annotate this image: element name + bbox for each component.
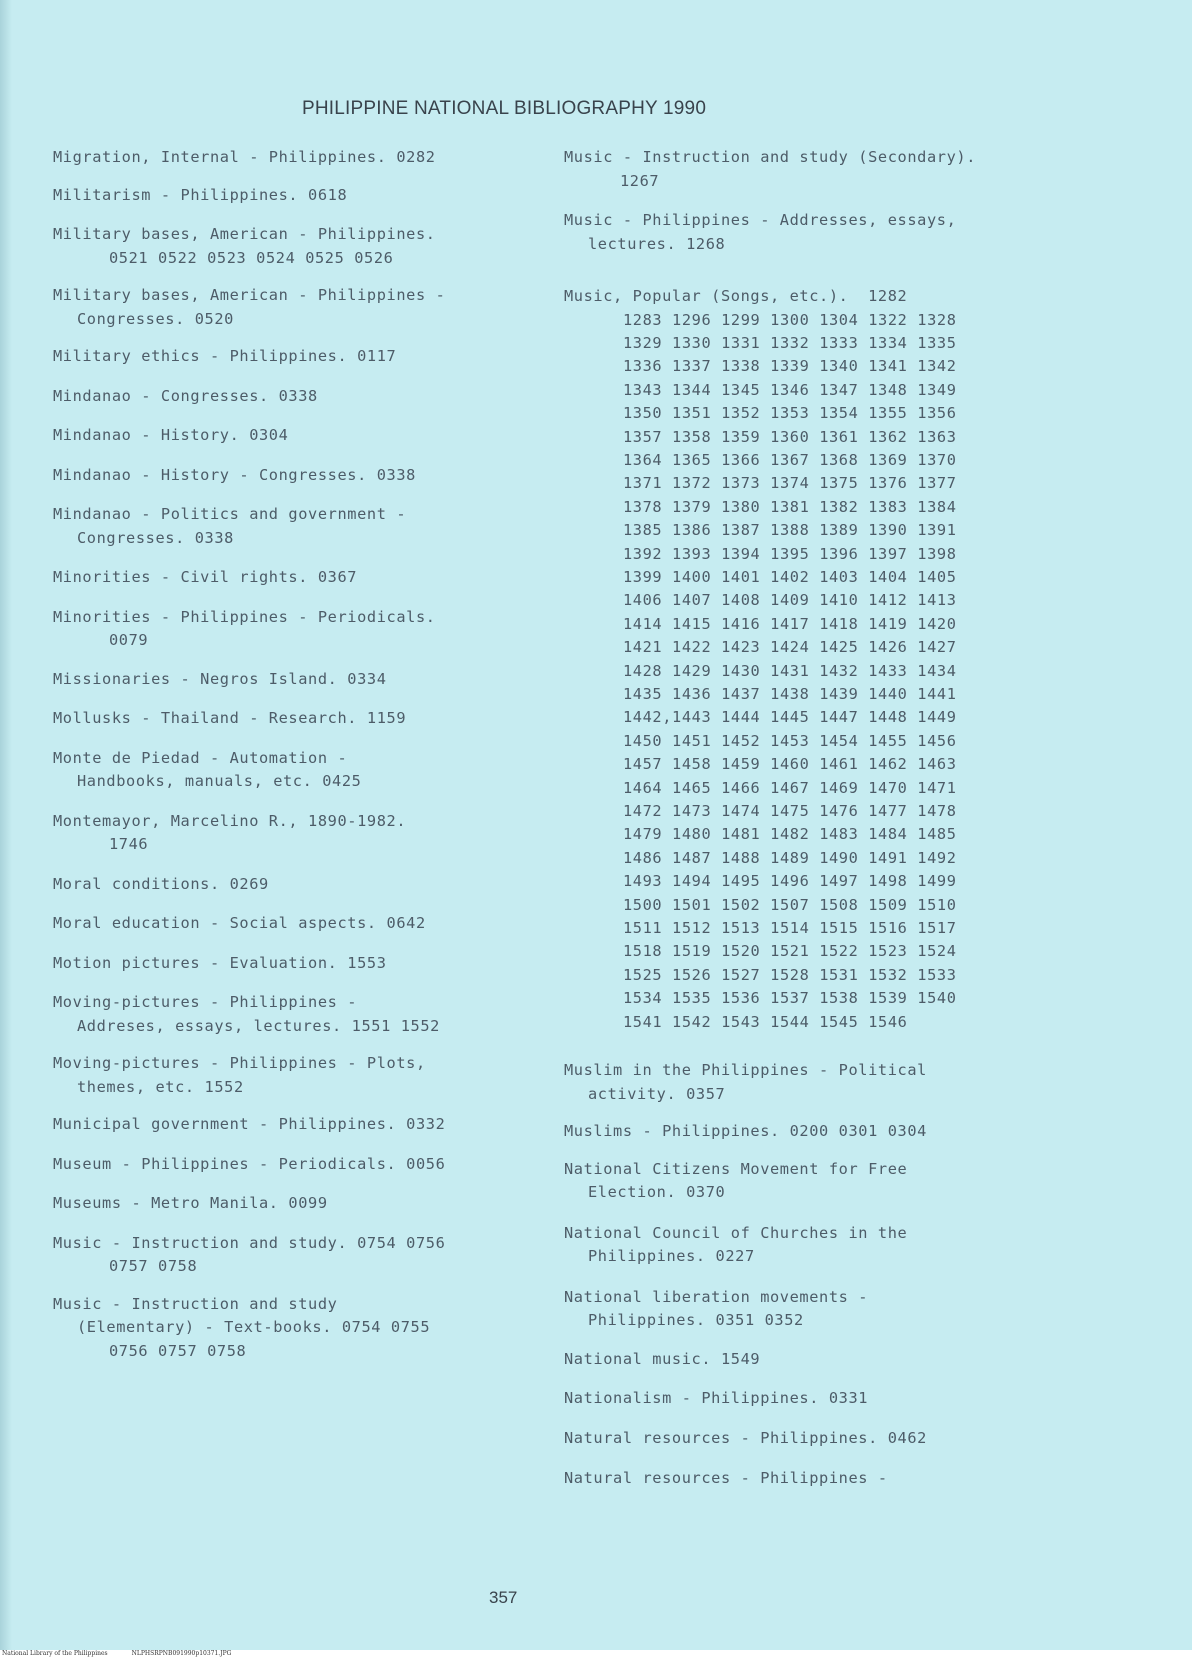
entry-continuation-line: lectures. 1268 xyxy=(588,234,726,253)
entry-heading-line: Mindanao - History - Congresses. 0338 xyxy=(53,465,416,484)
popular-music-heading: Music, Popular (Songs, etc.). 1282 xyxy=(564,287,908,305)
entry-heading-line: Mindanao - Politics and government - xyxy=(53,505,407,523)
entry-heading-line: Museum - Philippines - Periodicals. 0056 xyxy=(53,1154,446,1173)
number-row: 1371 1372 1373 1374 1375 1376 1377 xyxy=(623,474,957,493)
index-entry xyxy=(53,1113,553,1137)
entry-continuation-line: Handbooks, manuals, etc. 0425 xyxy=(77,772,362,790)
entry-heading-line: National liberation movements - xyxy=(564,1287,869,1306)
number-row: 1479 1480 1481 1482 1483 1484 1485 xyxy=(623,825,957,844)
entry-heading-line: Minorities - Civil rights. 0367 xyxy=(53,568,358,586)
index-entry xyxy=(53,810,553,857)
index-entry xyxy=(53,464,553,488)
number-row: 1283 1296 1299 1300 1304 1322 1328 xyxy=(623,310,957,329)
index-entry xyxy=(53,1293,553,1364)
entry-heading-line: Nationalism - Philippines. 0331 xyxy=(564,1389,869,1408)
number-row: 1511 1512 1513 1514 1515 1516 1517 xyxy=(623,919,957,938)
popular-music-numbers xyxy=(564,309,1064,1035)
entry-heading-line: Music - Instruction and study (Secondary). xyxy=(564,148,976,166)
index-entry xyxy=(53,284,553,331)
index-entry xyxy=(53,707,553,731)
index-entry xyxy=(564,1158,1064,1205)
index-entry xyxy=(53,424,553,448)
index-entry xyxy=(53,747,553,794)
entry-heading-line: Muslim in the Philippines - Political xyxy=(564,1061,927,1080)
number-row: 1472 1473 1474 1475 1476 1477 1478 xyxy=(623,802,957,821)
entry-heading-line: Music - Instruction and study. 0754 0756 xyxy=(53,1233,446,1252)
entry-continuation-line: Philippines. 0227 xyxy=(588,1247,755,1266)
index-entry xyxy=(53,503,553,550)
number-row: 1406 1407 1408 1409 1410 1412 1413 xyxy=(623,591,957,610)
entry-continuation-line: themes, etc. 1552 xyxy=(77,1077,244,1096)
index-entry xyxy=(53,345,553,369)
number-row: 1457 1458 1459 1460 1461 1462 1463 xyxy=(623,755,957,774)
entry-continuation-line: activity. 0357 xyxy=(588,1084,726,1103)
index-entry xyxy=(53,991,553,1038)
entry-heading-line: Museums - Metro Manila. 0099 xyxy=(53,1194,328,1212)
entry-continuation-line: 0756 0757 0758 xyxy=(109,1341,247,1360)
index-entry xyxy=(53,146,553,170)
right-column xyxy=(564,146,1064,1491)
index-entry xyxy=(564,146,1064,193)
entry-heading-line: Mindanao - Congresses. 0338 xyxy=(53,386,318,405)
index-entry xyxy=(53,952,553,976)
entry-heading-line: Monte de Piedad - Automation - xyxy=(53,748,348,767)
entry-heading-line: National music. 1549 xyxy=(564,1349,761,1368)
footer-file-id: NLPHSRPNB091990p10371.JPG xyxy=(131,1650,232,1657)
entry-continuation-line: Congresses. 0338 xyxy=(77,528,234,547)
number-row: 1493 1494 1495 1496 1497 1498 1499 xyxy=(623,872,957,891)
entry-continuation-line: 0521 0522 0523 0524 0525 0526 xyxy=(109,248,394,267)
index-entry xyxy=(564,209,1064,256)
footer-library: National Library of the Philippines xyxy=(2,1650,108,1657)
number-row: 1329 1330 1331 1332 1333 1334 1335 xyxy=(623,333,957,352)
number-row: 1435 1436 1437 1438 1439 1440 1441 xyxy=(623,685,957,703)
index-entry xyxy=(564,1286,1064,1333)
entry-heading-line: Motion pictures - Evaluation. 1553 xyxy=(53,953,387,972)
number-row: 1421 1422 1423 1424 1425 1426 1427 xyxy=(623,638,957,657)
entry-heading-line: National Council of Churches in the xyxy=(564,1223,908,1242)
entry-continuation-line: Election. 0370 xyxy=(588,1183,726,1202)
entry-heading-line: Natural resources - Philippines. 0462 xyxy=(564,1428,927,1447)
entry-heading-line: Military bases, American - Philippines. xyxy=(53,225,436,243)
index-entry xyxy=(53,385,553,409)
index-entry xyxy=(53,1153,553,1177)
number-row: 1336 1337 1338 1339 1340 1341 1342 xyxy=(623,357,957,376)
number-row: 1541 1542 1543 1544 1545 1546 xyxy=(623,1012,908,1031)
index-entry xyxy=(53,566,553,590)
scan-footer xyxy=(0,1650,1192,1658)
number-row: 1525 1526 1527 1528 1531 1532 1533 xyxy=(623,965,957,984)
entry-heading-line: Migration, Internal - Philippines. 0282 xyxy=(53,148,436,166)
index-entry xyxy=(53,873,553,897)
page-title: PHILIPPINE NATIONAL BIBLIOGRAPHY 1990 xyxy=(302,98,707,119)
entry-heading-line: Music - Philippines - Addresses, essays, xyxy=(564,211,957,229)
entry-heading-line: Natural resources - Philippines - xyxy=(564,1469,888,1488)
entry-heading-line: Moving-pictures - Philippines - xyxy=(53,993,358,1011)
number-row: 1428 1429 1430 1431 1432 1433 1434 xyxy=(623,661,957,680)
entry-heading-line: Mindanao - History. 0304 xyxy=(53,426,289,444)
index-entry xyxy=(564,1387,1064,1411)
number-row: 1392 1393 1394 1395 1396 1397 1398 xyxy=(623,544,957,563)
entry-continuation-line: 0079 xyxy=(109,631,149,649)
number-row: 1385 1386 1387 1388 1389 1390 1391 xyxy=(623,521,957,540)
index-entry xyxy=(53,223,553,270)
index-entry xyxy=(53,1232,553,1279)
entry-heading-line: Muslims - Philippines. 0200 0301 0304 xyxy=(564,1122,927,1141)
entry-heading-line: Military bases, American - Philippines - xyxy=(53,286,446,304)
number-row: 1357 1358 1359 1360 1361 1362 1363 xyxy=(623,427,957,446)
entry-continuation-line: 1746 xyxy=(109,835,149,853)
index-entry xyxy=(564,1427,1064,1451)
number-row: 1450 1451 1452 1453 1454 1455 1456 xyxy=(623,731,957,750)
page-edge-shadow xyxy=(0,0,12,1658)
entry-heading-line: Military ethics - Philippines. 0117 xyxy=(53,347,397,365)
number-row: 1399 1400 1401 1402 1403 1404 1405 xyxy=(623,567,957,586)
number-row: 1414 1415 1416 1417 1418 1419 1420 xyxy=(623,614,957,633)
index-entry xyxy=(564,1120,1064,1144)
number-row: 1464 1465 1466 1467 1469 1470 1471 xyxy=(623,778,957,797)
index-entry xyxy=(53,668,553,692)
entry-heading-line: Music - Instruction and study xyxy=(53,1294,338,1313)
number-row: 1500 1501 1502 1507 1508 1509 1510 xyxy=(623,895,957,914)
index-entry xyxy=(564,1348,1064,1372)
number-row: 1343 1344 1345 1346 1347 1348 1349 xyxy=(623,380,957,399)
number-row: 1518 1519 1520 1521 1522 1523 1524 xyxy=(623,942,957,961)
entry-heading-line: Militarism - Philippines. 0618 xyxy=(53,185,348,204)
index-entry xyxy=(53,184,553,208)
entry-heading-line: Mollusks - Thailand - Research. 1159 xyxy=(53,709,407,727)
index-entry xyxy=(564,1467,1064,1491)
index-entry xyxy=(564,1059,1064,1106)
entry-continuation-line: 1267 xyxy=(620,171,660,190)
page-number: 357 xyxy=(489,1588,518,1607)
entry-continuation-line: 0757 0758 xyxy=(109,1257,198,1275)
index-entry xyxy=(53,1192,553,1216)
entry-continuation-line: Congresses. 0520 xyxy=(77,309,234,328)
entry-heading-line: Montemayor, Marcelino R., 1890-1982. xyxy=(53,811,407,830)
entry-heading-line: Missionaries - Negros Island. 0334 xyxy=(53,669,387,688)
index-entry xyxy=(53,1052,553,1099)
entry-heading-line: Minorities - Philippines - Periodicals. xyxy=(53,607,436,626)
entry-heading-line: Moral education - Social aspects. 0642 xyxy=(53,914,426,932)
entry-heading-line: Moral conditions. 0269 xyxy=(53,874,269,893)
entry-continuation-line: (Elementary) - Text-books. 0754 0755 xyxy=(77,1318,431,1336)
number-row: 1350 1351 1352 1353 1354 1355 1356 xyxy=(623,404,957,423)
number-row: 1364 1365 1366 1367 1368 1369 1370 xyxy=(623,450,957,469)
number-row: 1486 1487 1488 1489 1490 1491 1492 xyxy=(623,848,957,867)
index-entry xyxy=(53,912,553,936)
entry-heading-line: Municipal government - Philippines. 0332 xyxy=(53,1115,446,1133)
index-entry xyxy=(564,1222,1064,1269)
left-column xyxy=(53,146,553,1363)
entry-continuation-line: Addreses, essays, lectures. 1551 1552 xyxy=(77,1016,440,1035)
entry-heading-line: Moving-pictures - Philippines - Plots, xyxy=(53,1054,426,1072)
number-row: 1442,1443 1444 1445 1447 1448 1449 xyxy=(623,708,957,727)
entry-heading-line: National Citizens Movement for Free xyxy=(564,1159,908,1178)
number-row: 1534 1535 1536 1537 1538 1539 1540 xyxy=(623,989,957,1008)
entry-continuation-line: Philippines. 0351 0352 xyxy=(588,1311,804,1330)
index-entry-popular-music xyxy=(564,285,1064,1034)
index-entry xyxy=(53,606,553,653)
number-row: 1378 1379 1380 1381 1382 1383 1384 xyxy=(623,497,957,516)
